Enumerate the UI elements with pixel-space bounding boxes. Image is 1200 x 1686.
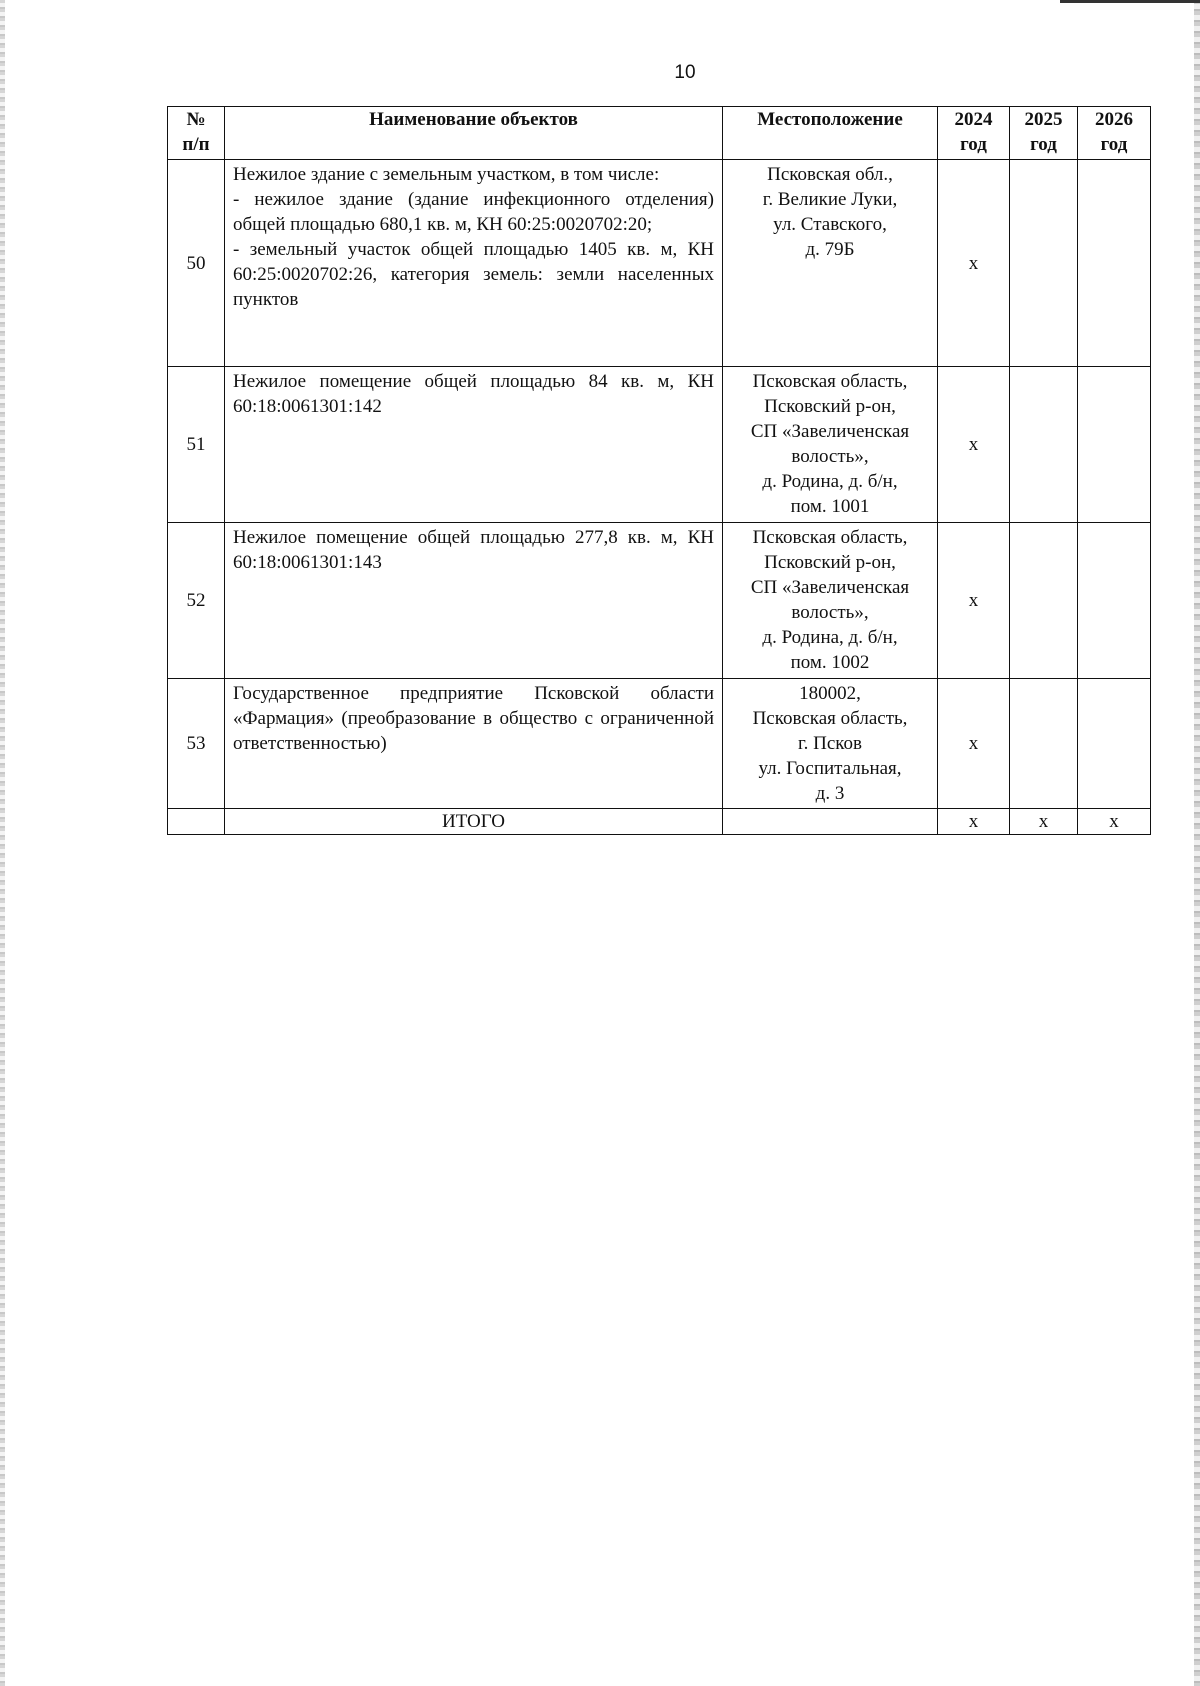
location-line: д. 3 — [815, 783, 845, 804]
object-location — [723, 679, 938, 809]
mark-2024: x — [938, 679, 1010, 809]
header-year-unit: год — [1030, 134, 1057, 155]
object-name-line: - земельный участок общей площадью 1405 кв. м, КН 60:25:0020702:26, категория земель: земли населенных пунктов — [233, 239, 714, 310]
header-year-2024 — [938, 107, 1010, 160]
mark-2025 — [1010, 367, 1078, 523]
scan-edge-right — [1194, 0, 1200, 1686]
header-year-unit: год — [1100, 134, 1128, 155]
table-row — [168, 523, 1151, 679]
header-num — [168, 107, 225, 160]
location-line: СП «Завеличенская — [750, 421, 910, 442]
header-year-unit: год — [960, 134, 987, 155]
location-line: волость», — [791, 602, 869, 623]
location-line: Псковская обл., — [767, 164, 893, 185]
location-line: ул. Госпитальная, — [758, 758, 902, 779]
mark-2024: x — [938, 367, 1010, 523]
total-row — [168, 809, 1151, 835]
location-line: СП «Завеличенская — [750, 577, 910, 598]
table-row — [168, 679, 1151, 809]
total-num-cell — [168, 809, 225, 835]
mark-2025 — [1010, 679, 1078, 809]
object-name-line: Государственное предприятие Псковской области «Фармация» (преобразование в общество с ограниченной ответственностью) — [233, 683, 714, 754]
row-number: 50 — [168, 160, 225, 367]
header-name: Наименование объектов — [225, 107, 723, 160]
total-location-cell — [723, 809, 938, 835]
mark-2024: x — [938, 523, 1010, 679]
mark-2026 — [1078, 523, 1151, 679]
object-name — [225, 160, 723, 367]
location-line: 180002, — [799, 683, 861, 704]
object-name — [225, 367, 723, 523]
location-line: Псковская область, — [752, 527, 908, 548]
header-year-value: 2025 — [1024, 109, 1063, 130]
total-mark-2024: x — [938, 809, 1010, 835]
location-line: д. Родина, д. б/н, — [762, 471, 898, 492]
table-row — [168, 160, 1151, 367]
object-name-line: - нежилое здание (здание инфекционного отделения) общей площадью 680,1 кв. м, КН 60:25:0020702:20; — [233, 189, 714, 235]
mark-2025 — [1010, 160, 1078, 367]
location-line: пом. 1001 — [790, 496, 870, 517]
row-number: 52 — [168, 523, 225, 679]
object-location — [723, 160, 938, 367]
total-mark-2025: x — [1010, 809, 1078, 835]
location-line: г. Великие Луки, — [762, 189, 898, 210]
objects-table — [167, 106, 1151, 835]
mark-2026 — [1078, 679, 1151, 809]
object-name-line: Нежилое помещение общей площадью 277,8 кв. м, КН 60:18:0061301:143 — [233, 527, 714, 573]
header-year-2026 — [1078, 107, 1151, 160]
scan-edge-left — [0, 0, 5, 1686]
location-line: Псковский р-он, — [764, 396, 896, 417]
header-location: Местоположение — [723, 107, 938, 160]
scan-top-line — [1060, 0, 1200, 3]
table-body — [168, 160, 1151, 809]
total-label: ИТОГО — [225, 809, 723, 835]
object-name-line: Нежилое помещение общей площадью 84 кв. м, КН 60:18:0061301:142 — [233, 371, 714, 417]
mark-2026 — [1078, 367, 1151, 523]
location-line: Псковская область, — [752, 708, 908, 729]
mark-2024: x — [938, 160, 1010, 367]
location-line: волость», — [791, 446, 869, 467]
location-line: пом. 1002 — [790, 652, 870, 673]
header-year-2025 — [1010, 107, 1078, 160]
row-number: 53 — [168, 679, 225, 809]
mark-2026 — [1078, 160, 1151, 367]
location-line: д. Родина, д. б/н, — [762, 627, 898, 648]
header-num-symbol: № — [186, 109, 206, 130]
object-name — [225, 523, 723, 679]
object-name — [225, 679, 723, 809]
table-row — [168, 367, 1151, 523]
mark-2025 — [1010, 523, 1078, 679]
row-number: 51 — [168, 367, 225, 523]
location-line: Псковский р-он, — [764, 552, 896, 573]
location-line: Псковская область, — [752, 371, 908, 392]
page-number: 10 — [674, 62, 696, 83]
table-header-row — [168, 107, 1151, 160]
location-line: ул. Ставского, — [773, 214, 887, 235]
object-name-line: Нежилое здание с земельным участком, в том числе: — [233, 164, 660, 185]
location-line: г. Псков — [797, 733, 863, 754]
location-line: д. 79Б — [805, 239, 855, 260]
total-mark-2026: x — [1078, 809, 1151, 835]
header-year-value: 2024 — [954, 109, 993, 130]
object-location — [723, 523, 938, 679]
header-num-abbr: п/п — [182, 134, 210, 155]
header-year-value: 2026 — [1095, 109, 1133, 130]
object-location — [723, 367, 938, 523]
